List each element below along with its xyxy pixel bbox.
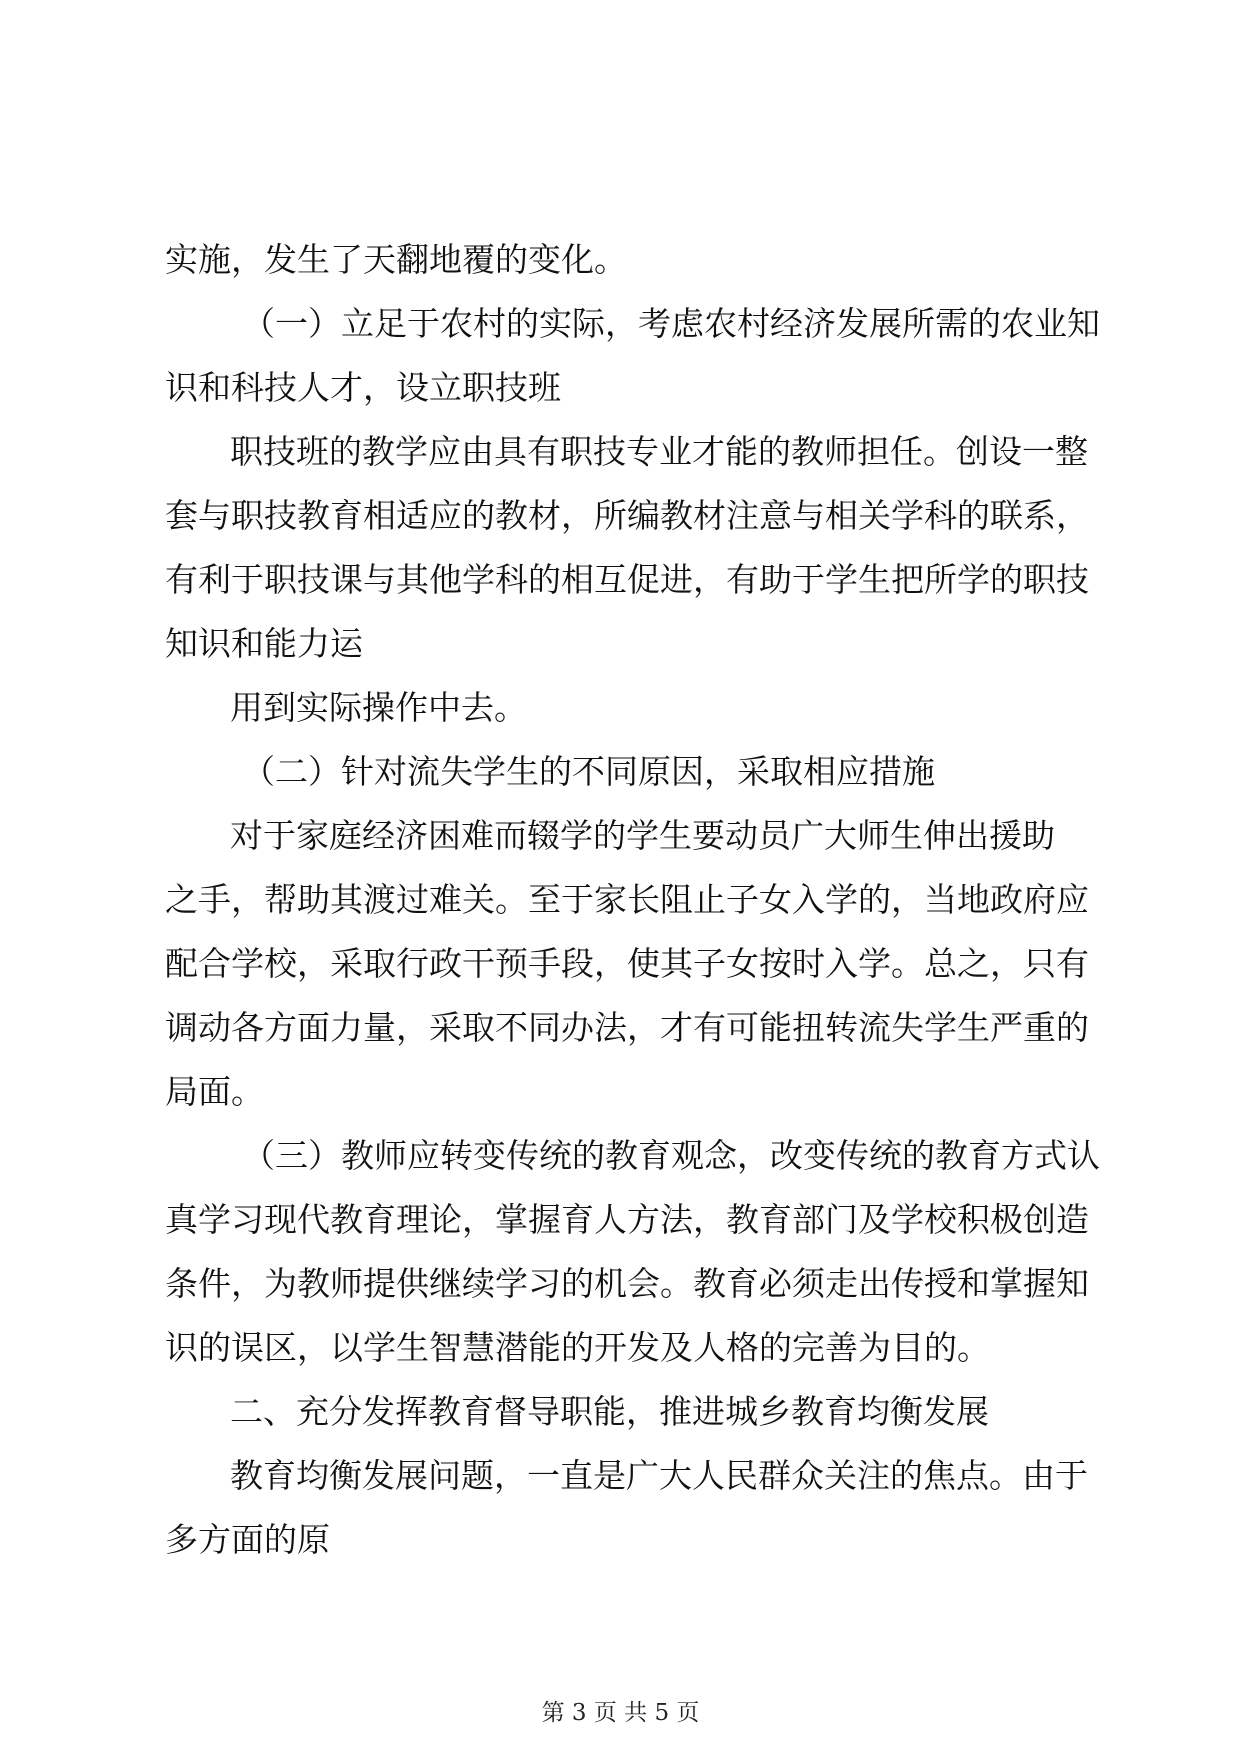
text-line: 调动各方面力量，采取不同办法，才有可能扭转流失学生严重的 [165, 1008, 1089, 1047]
text-line: 套与职技教育相适应的教材，所编教材注意与相关学科的联系， [165, 496, 1089, 535]
text-line: 局面。 [165, 1072, 264, 1111]
text-line: 之手，帮助其渡过难关。至于家长阻止子女入学的，当地政府应 [165, 880, 1089, 919]
text-line: 职技班的教学应由具有职技专业才能的教师担任。创设一整 [230, 432, 1088, 471]
text-line: 识的误区，以学生智慧潜能的开发及人格的完善为目的。 [165, 1328, 990, 1367]
text-line: 对于家庭经济困难而辍学的学生要动员广大师生伸出援助 [230, 816, 1055, 855]
text-line: 条件，为教师提供继续学习的机会。教育必须走出传授和掌握知 [165, 1264, 1089, 1303]
text-line: 用到实际操作中去。 [230, 688, 527, 727]
text-line: （三）教师应转变传统的教育观念，改变传统的教育方式认 [242, 1136, 1100, 1175]
text-line: （一）立足于农村的实际，考虑农村经济发展所需的农业知 [242, 304, 1100, 343]
text-line: 多方面的原 [165, 1520, 330, 1559]
page-number-footer: 第 3 页 共 5 页 [541, 1700, 700, 1726]
text-line: 知识和能力运 [165, 624, 363, 663]
text-line: 配合学校，采取行政干预手段，使其子女按时入学。总之，只有 [165, 944, 1089, 983]
text-line: 教育均衡发展问题，一直是广大人民群众关注的焦点。由于 [230, 1456, 1088, 1495]
text-line: 有利于职技课与其他学科的相互促进，有助于学生把所学的职技 [165, 560, 1089, 599]
text-line: （二）针对流失学生的不同原因，采取相应措施 [242, 752, 935, 791]
text-line: 实施，发生了天翻地覆的变化。 [165, 240, 627, 279]
text-line: 真学习现代教育理论，掌握育人方法，教育部门及学校积极创造 [165, 1200, 1089, 1239]
text-line: 识和科技人才，设立职技班 [165, 368, 561, 407]
section-heading: 二、充分发挥教育督导职能，推进城乡教育均衡发展 [230, 1392, 989, 1431]
